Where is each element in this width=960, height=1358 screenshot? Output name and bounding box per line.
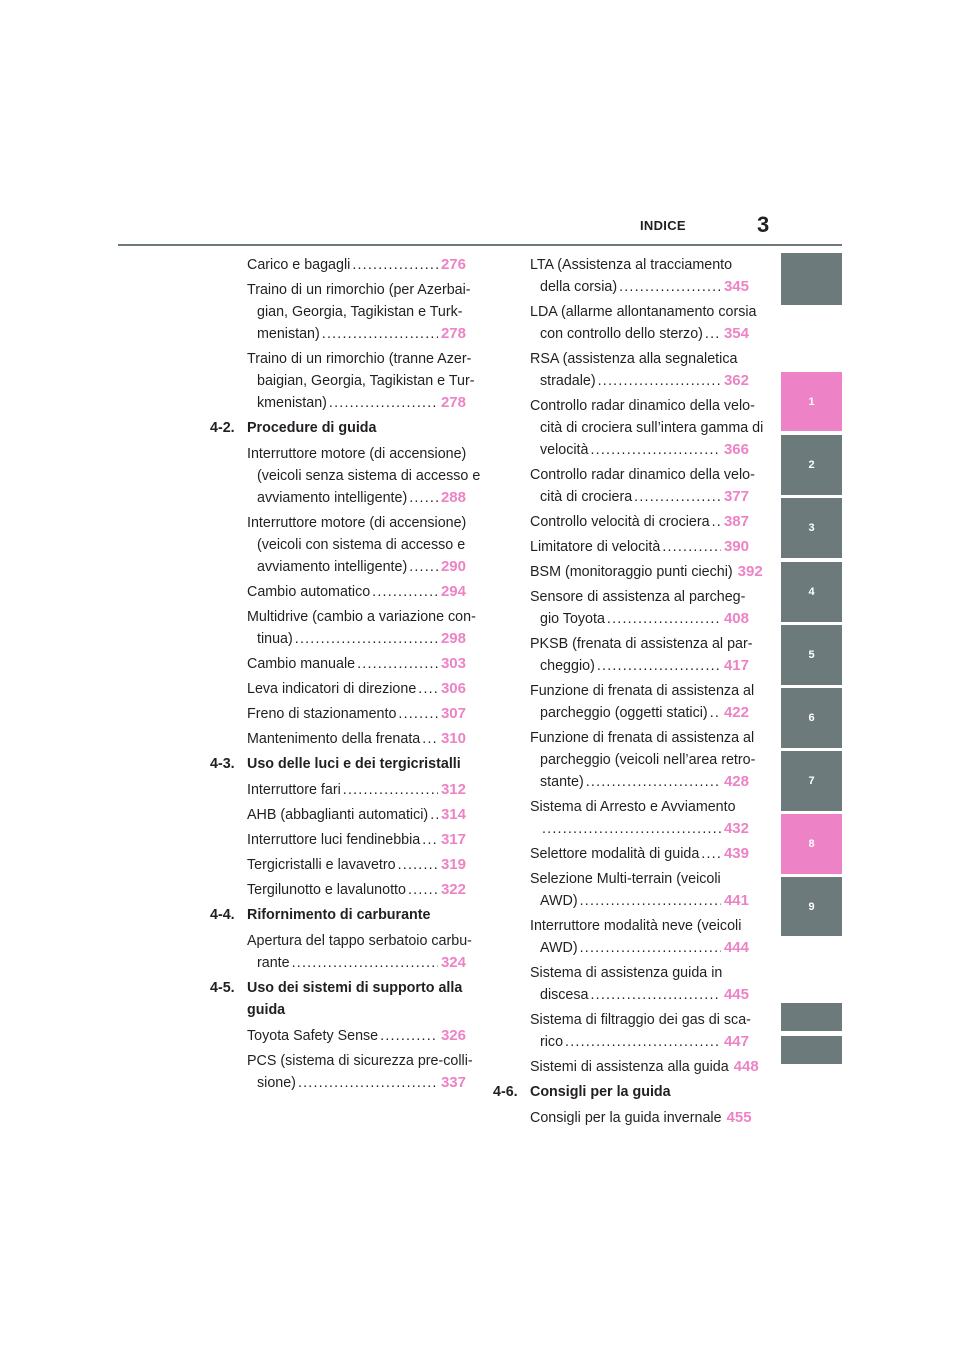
toc-entry-text: gio Toyota — [540, 611, 605, 627]
dot-leader — [343, 779, 438, 801]
toc-entry-text: Tergilunotto e lavalunotto — [247, 882, 406, 898]
toc-entry-text: (veicoli con sistema di accesso e — [257, 537, 466, 553]
dot-leader — [408, 879, 438, 901]
toc-page-link[interactable]: 377 — [723, 488, 749, 505]
dot-leader — [598, 370, 721, 392]
toc-entry-text: avviamento intelligente) — [257, 490, 408, 506]
dot-leader — [422, 728, 438, 750]
toc-entry-text: Limitatore di velocità — [530, 539, 661, 555]
dot-leader — [590, 984, 720, 1006]
toc-entry[interactable] — [493, 680, 755, 724]
toc-entry-text: sione) — [257, 1075, 296, 1091]
toc-entry[interactable] — [210, 348, 475, 414]
chapter-tab-label: 7 — [808, 775, 815, 787]
toc-entry[interactable] — [210, 443, 481, 509]
toc-page-link[interactable]: 337 — [440, 1074, 466, 1091]
chapter-tab-8[interactable] — [781, 814, 842, 874]
dot-leader — [619, 276, 721, 298]
dot-leader — [398, 703, 438, 725]
toc-page-link[interactable]: 439 — [723, 845, 749, 862]
toc-entry-text: Traino di un rimorchio (tranne Azer- — [247, 351, 472, 367]
toc-entry-text: con controllo dello sterzo) — [540, 326, 703, 342]
toc-entry[interactable] — [493, 254, 749, 298]
toc-entry[interactable] — [493, 868, 749, 912]
toc-page-link[interactable]: 366 — [723, 441, 749, 458]
toc-page-link[interactable]: 345 — [723, 278, 749, 295]
toc-entry-text: Tergicristalli e lavavetro — [247, 857, 396, 873]
toc-page-link[interactable]: 319 — [440, 856, 466, 873]
dot-leader — [352, 254, 438, 276]
section-title-line: Consigli per la guida — [530, 1084, 671, 1100]
chapter-tab-9[interactable] — [781, 877, 842, 936]
toc-left-column — [210, 254, 481, 1097]
toc-page-link[interactable]: 307 — [440, 705, 466, 722]
toc-entry[interactable] — [210, 254, 466, 276]
toc-entry-text: Selezione Multi-terrain (veicoli — [530, 871, 721, 887]
dot-leader — [580, 937, 721, 959]
toc-entry[interactable] — [493, 561, 763, 583]
toc-entry[interactable] — [493, 915, 749, 959]
section-title — [210, 417, 466, 439]
chapter-tab-label: 2 — [808, 459, 815, 471]
toc-entry-text: avviamento intelligente) — [257, 559, 408, 575]
toc-entry[interactable] — [493, 395, 764, 461]
toc-entry[interactable] — [210, 829, 466, 851]
section-title-line: guida — [247, 1002, 286, 1018]
chapter-tab-label: 5 — [808, 649, 815, 661]
toc-page-link[interactable]: 298 — [440, 630, 466, 647]
toc-entry-text: cità di crociera — [540, 489, 633, 505]
toc-entry[interactable] — [493, 348, 749, 392]
toc-entry[interactable] — [493, 536, 749, 558]
toc-entry-text: stante) — [540, 774, 584, 790]
toc-entry-text: gian, Georgia, Tagikistan e Turk- — [257, 304, 463, 320]
toc-entry-text: LDA (allarme allontanamento corsia — [530, 304, 757, 320]
dot-leader — [298, 1072, 438, 1094]
toc-page-link[interactable]: 432 — [723, 820, 749, 837]
toc-entry-text: kmenistan) — [257, 395, 327, 411]
toc-entry-text: (veicoli senza sistema di accesso e — [257, 468, 481, 484]
dot-leader — [597, 655, 721, 677]
toc-page-link[interactable]: 294 — [440, 583, 466, 600]
toc-entry-text: Cambio automatico — [247, 584, 371, 600]
dot-leader — [710, 702, 721, 724]
toc-entry-text: Interruttore luci fendinebbia — [247, 832, 421, 848]
toc-page-link[interactable]: 290 — [440, 558, 466, 575]
chapter-tab-blank[interactable] — [781, 253, 842, 305]
toc-entry-text: LTA (Assistenza al tracciamento — [530, 257, 733, 273]
toc-entry-text: stradale) — [540, 373, 596, 389]
toc-entry[interactable] — [210, 703, 466, 725]
toc-entry-text: Cambio manuale — [247, 656, 356, 672]
dot-leader — [409, 487, 438, 509]
dot-leader — [422, 829, 438, 851]
toc-entry-text: discesa — [540, 987, 589, 1003]
section-number: 4-3. — [210, 756, 235, 772]
toc-entry-text: rico — [540, 1034, 564, 1050]
toc-entry-text: Controllo radar dinamico della velo- — [530, 467, 755, 483]
chapter-tab-label: 6 — [808, 712, 815, 724]
toc-entry[interactable] — [210, 804, 466, 826]
chapter-tab-7[interactable] — [781, 751, 842, 811]
toc-entry-text: Interruttore motore (di accensione) — [247, 515, 467, 531]
header-divider — [118, 244, 842, 246]
toc-page-link[interactable]: 408 — [723, 610, 749, 627]
toc-entry-text: Interruttore fari — [247, 782, 341, 798]
toc-page-link[interactable]: 441 — [723, 892, 749, 909]
toc-entry-text: AWD) — [540, 940, 578, 956]
toc-entry-text: Controllo radar dinamico della velo- — [530, 398, 755, 414]
chapter-tab-2[interactable] — [781, 435, 842, 495]
toc-entry-text: Consigli per la guida invernale — [530, 1110, 722, 1126]
toc-entry-text: Sistemi di assistenza alla guida — [530, 1059, 729, 1075]
section-title — [210, 977, 466, 1021]
toc-page-link[interactable]: 444 — [723, 939, 749, 956]
toc-page-link[interactable]: 362 — [723, 372, 749, 389]
toc-entry-text: Mantenimento della frenata — [247, 731, 421, 747]
toc-page-link[interactable]: 317 — [440, 831, 466, 848]
toc-entry[interactable] — [493, 796, 749, 840]
toc-entry[interactable] — [493, 633, 753, 677]
toc-page-link[interactable]: 312 — [440, 781, 466, 798]
toc-page-link[interactable]: 276 — [440, 256, 466, 273]
dot-leader — [701, 843, 721, 865]
toc-entry[interactable] — [493, 1009, 749, 1053]
toc-entry[interactable] — [210, 930, 472, 974]
section-number: 4-5. — [210, 980, 235, 996]
chapter-tab-1[interactable] — [781, 372, 842, 431]
toc-page-link[interactable]: 447 — [723, 1033, 749, 1050]
toc-page-link[interactable]: 314 — [440, 806, 466, 823]
page-title: INDICE — [640, 218, 686, 233]
dot-leader — [329, 392, 438, 414]
dot-leader — [398, 854, 438, 876]
toc-section-heading — [493, 1081, 749, 1103]
dot-leader — [607, 608, 721, 630]
dot-leader — [409, 556, 438, 578]
toc-entry-text: Multidrive (cambio a variazione con- — [247, 609, 476, 625]
toc-entry-text: Traino di un rimorchio (per Azerbai- — [247, 282, 471, 298]
toc-entry[interactable] — [210, 512, 466, 578]
dot-leader — [590, 439, 720, 461]
toc-entry-text: della corsia) — [540, 279, 618, 295]
section-title — [493, 1081, 749, 1103]
chapter-tab-3[interactable] — [781, 498, 842, 558]
toc-entry-text: cheggio) — [540, 658, 595, 674]
section-title — [210, 753, 466, 775]
toc-section-heading — [210, 417, 466, 439]
toc-section-heading — [210, 904, 466, 926]
section-number: 4-6. — [493, 1084, 518, 1100]
chapter-tab-label: 4 — [808, 586, 815, 598]
chapter-tab-blank[interactable] — [781, 1036, 842, 1064]
dot-leader — [372, 581, 438, 603]
toc-page-link[interactable]: 306 — [440, 680, 466, 697]
chapter-tab-label: 9 — [808, 900, 815, 913]
toc-page-link[interactable]: 448 — [733, 1058, 759, 1075]
dot-leader — [565, 1031, 721, 1053]
toc-entry[interactable] — [493, 1107, 752, 1129]
section-title — [210, 904, 466, 926]
toc-entry-text: BSM (monitoraggio punti ciechi) — [530, 564, 733, 580]
toc-page-link[interactable]: 322 — [440, 881, 466, 898]
dot-leader — [430, 804, 438, 826]
toc-entry[interactable] — [493, 511, 749, 533]
chapter-tab-blank[interactable] — [781, 1003, 842, 1031]
toc-entry-text: Funzione di frenata di assistenza al — [530, 683, 755, 699]
toc-page-link[interactable]: 417 — [723, 657, 749, 674]
toc-page-link[interactable]: 354 — [723, 325, 749, 342]
dot-leader — [322, 323, 438, 345]
toc-entry-text: Sistema di assistenza guida in — [530, 965, 723, 981]
toc-page-link[interactable]: 310 — [440, 730, 466, 747]
dot-leader — [586, 771, 721, 793]
chapter-tab-5[interactable] — [781, 625, 842, 685]
chapter-tab-4[interactable] — [781, 562, 842, 622]
toc-entry[interactable] — [210, 606, 476, 650]
toc-page-link[interactable]: 303 — [440, 655, 466, 672]
page-number: 3 — [757, 212, 770, 237]
toc-entry-text: tinua) — [257, 631, 293, 647]
toc-entry-text: AWD) — [540, 893, 578, 909]
dot-leader — [542, 818, 721, 840]
toc-entry-text: Sistema di filtraggio dei gas di sca- — [530, 1012, 751, 1028]
toc-entry[interactable] — [210, 728, 466, 750]
toc-entry-text: Carico e bagagli — [247, 257, 351, 273]
dot-leader — [292, 952, 438, 974]
toc-right-column — [493, 254, 764, 1132]
toc-entry[interactable] — [493, 586, 749, 630]
toc-entry-text: Leva indicatori di direzione — [247, 681, 417, 697]
toc-entry-text: Selettore modalità di guida — [530, 846, 700, 862]
toc-entry[interactable] — [493, 727, 756, 793]
toc-entry[interactable] — [210, 854, 466, 876]
dot-leader — [662, 536, 721, 558]
toc-entry[interactable] — [493, 843, 749, 865]
toc-page-link[interactable]: 390 — [723, 538, 749, 555]
chapter-tab-label: 8 — [808, 838, 815, 850]
section-title-line: Uso dei sistemi di supporto alla — [247, 980, 463, 996]
toc-entry-text: Apertura del tappo serbatoio carbu- — [247, 933, 472, 949]
toc-page-link[interactable]: 326 — [440, 1027, 466, 1044]
toc-entry[interactable] — [210, 779, 466, 801]
toc-page-link[interactable]: 455 — [726, 1109, 752, 1126]
dot-leader — [580, 890, 721, 912]
toc-page-link[interactable]: 278 — [440, 325, 466, 342]
toc-entry-text: Sensore di assistenza al parcheg- — [530, 589, 746, 605]
chapter-tab-label: 3 — [808, 522, 815, 534]
toc-page-link[interactable]: 324 — [440, 954, 466, 971]
toc-page-link[interactable]: 392 — [737, 563, 763, 580]
toc-entry-text: RSA (assistenza alla segnaletica — [530, 351, 738, 367]
section-title-line: Uso delle luci e dei tergicristalli — [247, 756, 461, 772]
section-number: 4-2. — [210, 420, 235, 436]
toc-entry[interactable] — [493, 1056, 759, 1078]
dot-leader — [634, 486, 721, 508]
chapter-tab-label: 1 — [808, 395, 815, 408]
toc-entry-text: parcheggio (veicoli nell’area retro- — [540, 752, 756, 768]
toc-entry[interactable] — [210, 879, 466, 901]
section-title-line: Rifornimento di carburante — [247, 907, 431, 923]
toc-entry[interactable] — [210, 279, 471, 345]
toc-entry[interactable] — [493, 464, 755, 508]
toc-entry-text: rante — [257, 955, 290, 971]
section-number: 4-4. — [210, 907, 235, 923]
toc-entry[interactable] — [210, 581, 466, 603]
toc-page-link[interactable]: 428 — [723, 773, 749, 790]
toc-page-link[interactable]: 288 — [440, 489, 466, 506]
toc-entry-text: AHB (abbaglianti automatici) — [247, 807, 429, 823]
toc-entry[interactable] — [210, 653, 466, 675]
toc-entry[interactable] — [493, 962, 749, 1006]
toc-page-link[interactable]: 278 — [440, 394, 466, 411]
toc-entry-text: Funzione di frenata di assistenza al — [530, 730, 755, 746]
toc-entry-text: parcheggio (oggetti statici) — [540, 705, 708, 721]
toc-page-link[interactable]: 422 — [723, 704, 749, 721]
toc-entry-text: baigian, Georgia, Tagikistan e Tur- — [257, 373, 475, 389]
toc-entry-text: PKSB (frenata di assistenza al par- — [530, 636, 753, 652]
toc-entry-text: Interruttore modalità neve (veicoli — [530, 918, 742, 934]
toc-entry[interactable] — [493, 301, 757, 345]
chapter-tab-6[interactable] — [781, 688, 842, 748]
toc-entry-text: velocità — [540, 442, 589, 458]
dot-leader — [712, 511, 721, 533]
dot-leader — [418, 678, 438, 700]
toc-entry-text: Controllo velocità di crociera — [530, 514, 710, 530]
toc-entry-text: cità di crociera sull’intera gamma di — [540, 420, 764, 436]
toc-entry-text: menistan) — [257, 326, 320, 342]
toc-section-heading — [210, 753, 466, 775]
toc-page-link[interactable]: 387 — [723, 513, 749, 530]
dot-leader — [357, 653, 438, 675]
toc-entry[interactable] — [210, 678, 466, 700]
toc-entry-text: Toyota Safety Sense — [247, 1028, 379, 1044]
toc-section-heading — [210, 977, 466, 1021]
toc-entry-text: Freno di stazionamento — [247, 706, 397, 722]
toc-page-link[interactable]: 445 — [723, 986, 749, 1003]
toc-entry-text: PCS (sistema di sicurezza pre-colli- — [247, 1053, 473, 1069]
toc-entry-text: Sistema di Arresto e Avviamento — [530, 799, 736, 815]
dot-leader — [380, 1025, 438, 1047]
toc-entry-text: Interruttore motore (di accensione) — [247, 446, 467, 462]
toc-entry[interactable] — [210, 1050, 473, 1094]
dot-leader — [295, 628, 438, 650]
toc-entry[interactable] — [210, 1025, 466, 1047]
dot-leader — [705, 323, 721, 345]
section-title-line: Procedure di guida — [247, 420, 377, 436]
